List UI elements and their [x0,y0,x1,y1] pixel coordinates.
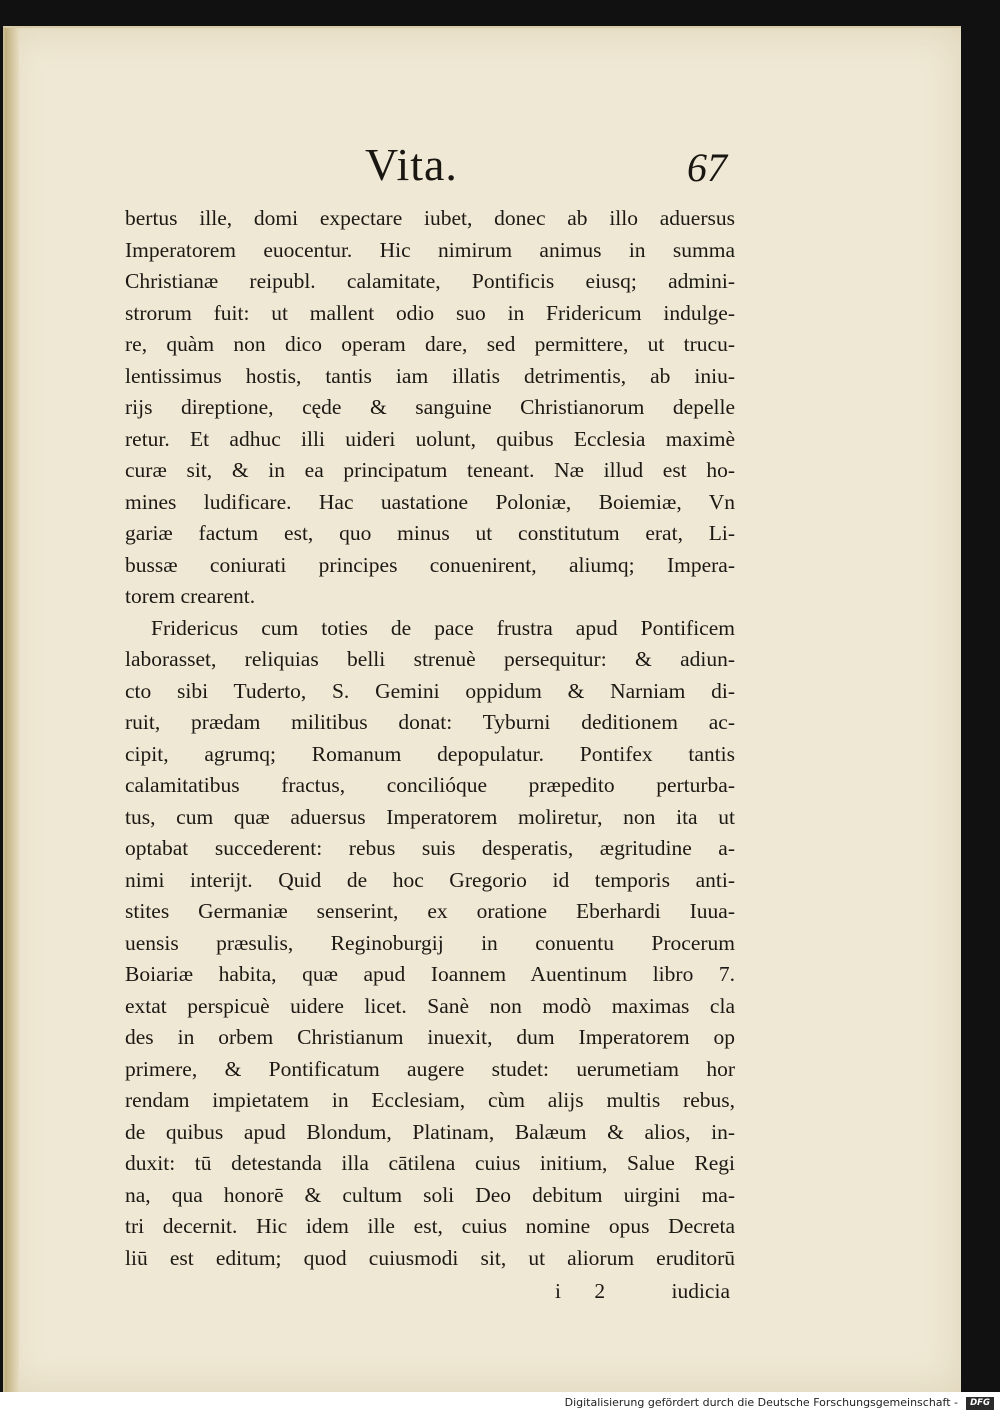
text-block [125,203,735,1308]
catchword: iudicia [671,1279,730,1303]
text-line: re, quàm non dico operam dare, sed permittere, ut trucu- [125,332,735,356]
signature-mark: i 2 [555,1279,620,1303]
text-line: Fridericus cum toties de pace frustra apud Pontificem [151,615,735,640]
running-head-title: Vita. [365,139,458,190]
text-line: Christianæ reipubl. calamitate, Pontificis eiusq; admini- [125,269,735,293]
text-line: ruit, prædam militibus donat: Tyburni deditionem ac- [125,710,735,734]
text-line: tri decernit. Hic idem ille est, cuius nomine opus Decreta [125,1214,735,1238]
text-line: extat perspicuè uidere licet. Sanè non modò maximas cla [125,993,735,1018]
dfg-logo: DFG [966,1397,994,1410]
text-line: calamitatibus fractus, concilióque præpedito perturba- [125,773,735,797]
text-line: uensis præsulis, Reginoburgij in conuentu Procerum [125,930,735,955]
text-line: tus, cum quæ aduersus Imperatorem moliretur, non ita ut [125,804,735,829]
text-line: cto sibi Tuderto, S. Gemini oppidum & Narniam di- [125,678,735,703]
footer-credit: Digitalisierung gefördert durch die Deutsche Forschungsgemeinschaft - [564,1396,958,1409]
catch-row [125,1276,735,1308]
text-line: retur. Et adhuc illi uideri uolunt, quibus Ecclesia maximè [125,426,735,451]
running-head [5,138,961,198]
text-line: curæ sit, & in ea principatum teneant. Næ illud est ho- [125,458,735,482]
page-number: 67 [687,145,727,190]
text-line: bertus ille, domi expectare iubet, donec ab illo aduersus [125,206,735,230]
text-line: Imperatorem euocentur. Hic nimirum animus in summa [125,237,735,262]
text-line: stites Germaniæ senserint, ex oratione Eberhardi Iuua- [125,899,735,923]
text-line: lentissimus hostis, tantis iam illatis detrimentis, ab iniu- [125,363,735,388]
text-line: strorum fuit: ut mallent odio suo in Fridericum indulge- [125,300,735,325]
text-line: optabat succederent: rebus suis desperatis, ægritudine a- [125,836,735,860]
text-line: torem crearent. [125,584,256,608]
text-line: bussæ coniurati principes conuenirent, aliumq; Impera- [125,552,735,577]
text-line: Boiariæ habita, quæ apud Ioannem Auentinum libro 7. [125,962,735,986]
footer-bar [0,1392,1000,1417]
text-line: liū est editum; quod cuiusmodi sit, ut aliorum eruditorū [125,1245,735,1270]
page-gutter [5,28,19,1392]
text-line: na, qua honorē & cultum soli Deo debitum uirgini ma- [125,1182,735,1207]
text-line: gariæ factum est, quo minus ut constitutum erat, Li- [125,521,735,545]
book-page [3,26,961,1392]
text-line: cipit, agrumq; Romanum depopulatur. Pontifex tantis [125,741,735,766]
text-line: des in orbem Christianum inuexit, dum Imperatorem op [125,1025,735,1049]
text-line: rendam impietatem in Ecclesiam, cùm alijs multis rebus, [125,1088,735,1112]
text-line: duxit: tū detestanda illa cātilena cuius initium, Salue Regi [125,1151,735,1175]
text-line: rijs direptione, cęde & sanguine Christianorum depelle [125,395,735,419]
text-line: nimi interijt. Quid de hoc Gregorio id temporis anti- [125,867,735,892]
text-line: mines ludificare. Hac uastatione Poloniæ, Boiemiæ, Vn [125,489,735,514]
text-line: laborasset, reliquias belli strenuè persequitur: & adiun- [125,647,735,671]
text-line: de quibus apud Blondum, Platinam, Balæum & alios, in- [125,1119,735,1144]
text-line: primere, & Pontificatum augere studet: uerumetiam hor [125,1056,735,1081]
